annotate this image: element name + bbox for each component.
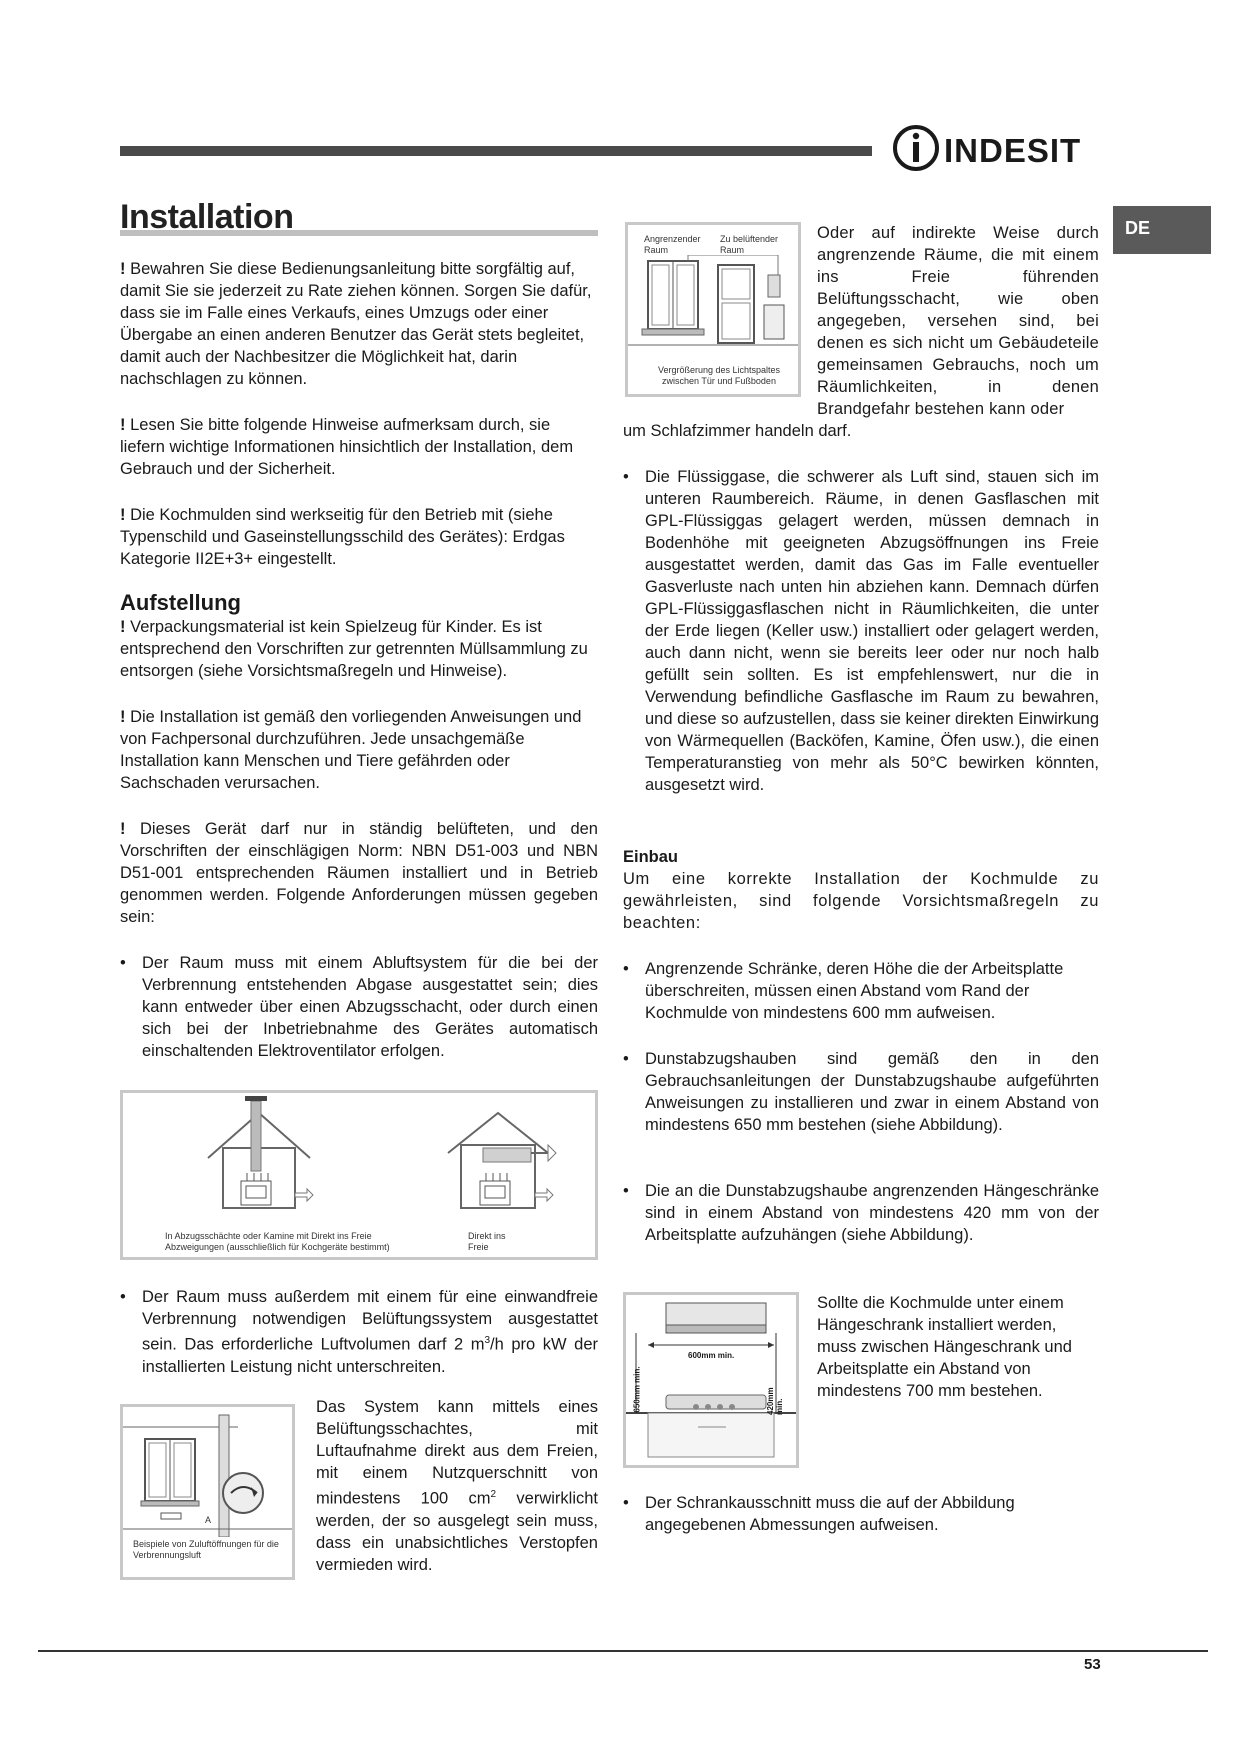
figure-caption: Direkt ins Freie bbox=[468, 1231, 506, 1252]
einbau-intro: Um eine korrekte Installation der Kochmulde zu gewährleisten, sind folgende Vorsichtsmaßregeln zu beachten: bbox=[623, 870, 1099, 932]
notice-paragraph bbox=[120, 414, 598, 480]
warning-mark: ! bbox=[120, 416, 126, 434]
cabinet-distance-text: Angrenzende Schränke, deren Höhe die der Arbeitsplatte überschreiten, müssen einen Abstand vom Rand der Kochmulde von mindestens 600 mm aufweisen. bbox=[645, 960, 1064, 1022]
page-title: Installation bbox=[120, 198, 294, 236]
vent-shaft-text-end: verwirklicht werden, der so ausgelegt sein muss, dass ein unabsichtliches Verstopfen vermieden wird. bbox=[316, 1489, 598, 1574]
gas-category-paragraph bbox=[120, 504, 598, 570]
header-rule bbox=[120, 146, 872, 156]
exhaust-figure bbox=[120, 1090, 598, 1260]
gas-category-text: Die Kochmulden sind werkseitig für den Betrieb mit (siehe Typenschild und Gaseinstellungsschild des Gerätes): Erdgas Kategorie II2E+3+ eingestellt. bbox=[120, 506, 565, 568]
vent-shaft-text: Das System kann mittels eines Belüftungsschachtes, mit Luftaufnahme direkt aus dem Freien, mit einem Nutzquerschnitt von mindestens 100 cm bbox=[316, 1398, 598, 1508]
footer-rule bbox=[38, 1650, 1208, 1652]
installation-paragraph bbox=[120, 706, 598, 794]
indirect-ventilation-end: um Schlafzimmer handeln darf. bbox=[623, 422, 852, 440]
air-volume-text-main: Der Raum muss außerdem mit einem für eine einwandfreie Verbrennung notwendigen Belüftungssystem ausgestattet sein. Das erforderliche Luftvolumen darf 2 m bbox=[142, 1288, 598, 1354]
language-tab-label: DE bbox=[1125, 218, 1151, 238]
intro-text: Bewahren Sie diese Bedienungsanleitung bitte sorgfältig auf, damit Sie sie jederzeit zu Rate ziehen können. Sorgen Sie dafür, dass sie im Falle eines Verkaufs, eines Umzugs oder einer Übergabe an einen anderen Benutzer das Gerät stets begleitet, damit auch der Nachbesitzer die Möglichkeit hat, darin nachschlagen zu können. bbox=[120, 260, 592, 388]
figure-label: Angrenzender Raum bbox=[644, 234, 701, 255]
list-item bbox=[120, 1286, 598, 1376]
bullet-marker: • bbox=[120, 954, 126, 972]
list-item bbox=[623, 1492, 1099, 1542]
warning-mark: ! bbox=[120, 506, 126, 524]
houses-illustration bbox=[123, 1093, 595, 1213]
cutout-text: Der Schrankausschnitt muss die auf der Abbildung angegebenen Abmessungen aufweisen. bbox=[645, 1494, 1015, 1534]
dimension-label: 420mm min. bbox=[766, 1387, 784, 1415]
einbau-heading: Einbau bbox=[623, 848, 679, 866]
aufstellung-heading: Aufstellung bbox=[120, 590, 241, 615]
list-item bbox=[623, 1180, 1099, 1270]
figure-caption: Beispiele von Zuluftöffnungen für die Verbrennungsluft bbox=[133, 1539, 279, 1560]
lpg-warning-text: Die Flüssiggase, die schwerer als Luft sind, stauen sich im unteren Raumbereich. Räume, in denen Gasflaschen mit GPL-Flüssiggas gelagert werden, müssen demnach in Bodenhöhe mit geeigneten Abzugsöffnungen ins Freie ausgestattet werden, damit das Gas im Falle eventueller Gasverluste nach unten hin abziehen kann. Demnach dürfen GPL-Flüssiggasflaschen nicht in Räumlichkeiten, die unter der Erde liegen (Keller usw.) installiert oder gelagert werden, auch dann nicht, wenn sie bereits leer oder nur noch halb gefüllt sein sollten. Es ist empfehlenswert, nur die in Verwendung befindliche Gasflasche im Raum zu bewahren, und diese so aufzustellen, dass sie keiner direkten Einwirkung von Wärmequellen (Backöfen, Kamine, Öfen usw.), die einen Temperaturanstieg von mehr als 50°C bewirken könnten, ausgesetzt wird. bbox=[645, 468, 1100, 794]
warning-mark: ! bbox=[120, 708, 126, 726]
page-number: 53 bbox=[1084, 1656, 1101, 1673]
cabinet-distance-figure bbox=[623, 1292, 799, 1468]
warning-mark: ! bbox=[120, 260, 126, 278]
brand-logo bbox=[888, 118, 1113, 174]
figure-caption: Vergrößerung des Lichtspaltes zwischen Tür und Fußboden bbox=[657, 365, 781, 386]
packaging-paragraph bbox=[120, 616, 598, 682]
notice-text: Lesen Sie bitte folgende Hinweise aufmerksam durch, sie liefern wichtige Informationen hinsichtlich der Installation, dem Gebrauch und der Sicherheit. bbox=[120, 416, 574, 478]
warning-mark: ! bbox=[120, 820, 126, 838]
bullet-marker: • bbox=[623, 1494, 629, 1512]
list-item bbox=[120, 952, 598, 1062]
warning-mark: ! bbox=[120, 618, 126, 636]
ventilation-paragraph bbox=[120, 818, 598, 928]
svg-text:INDESIT: INDESIT bbox=[944, 132, 1082, 169]
indirect-ventilation-paragraph: Oder auf indirekte Weise durch angrenzende Räume, die mit einem ins Freie führenden Belüftungsschacht, wie oben angegeben, versehen sind, bei denen es sich nicht um Gebäudeteile gemeinsamen Gebrauchs, noch um Räumlichkeiten, in denen Brandgefahr bestehen kann oder bbox=[817, 224, 1099, 418]
figure-caption: In Abzugsschächte oder Kamine mit Direkt ins Freie Abzweigungen (ausschließlich für Kochgeräte bestimmt) bbox=[165, 1231, 390, 1252]
superscript: 2 bbox=[490, 1489, 497, 1500]
air-volume-text-end: /h pro kW der installierten Leistung nicht unterschreiten. bbox=[142, 1335, 598, 1376]
dimension-label: 600mm min. bbox=[688, 1351, 735, 1360]
bullet-marker: • bbox=[623, 960, 629, 978]
wall-cabinet-paragraph: Sollte die Kochmulde unter einem Hängeschrank installiert werden, muss zwischen Hängeschrank und Arbeitsplatte ein Abstand von mindestens 700 mm bestehen. bbox=[817, 1294, 1072, 1400]
packaging-text: Verpackungsmaterial ist kein Spielzeug für Kinder. Es ist entsprechend den Vorschriften zur getrennten Müllsammlung zu entsorgen (siehe Vorsichtsmaßregeln und Hinweise). bbox=[120, 618, 588, 680]
hood-distance-text: Dunstabzugshauben sind gemäß den in den Gebrauchsanleitungen der Dunstabzugshaube aufgeführten Anweisungen zu installieren und zwar in einem Abstand von mindestens 650 mm bestehen (siehe Abbildung). bbox=[645, 1050, 1099, 1134]
list-item bbox=[623, 958, 1099, 1028]
bullet-marker: • bbox=[623, 1182, 629, 1200]
vent-shaft-paragraph bbox=[316, 1396, 598, 1576]
bullet-marker: • bbox=[623, 1050, 629, 1068]
figure-label: A bbox=[205, 1515, 212, 1525]
dimension-label: 650mm min. bbox=[632, 1366, 642, 1413]
intro-paragraph bbox=[120, 258, 598, 390]
language-tab[interactable] bbox=[1113, 206, 1211, 254]
installation-text: Die Installation ist gemäß den vorliegenden Anweisungen und von Fachpersonal durchzuführen. Jede unsachgemäße Installation kann Menschen und Tiere gefährden oder Sachschaden verursachen. bbox=[120, 708, 582, 792]
list-item bbox=[623, 1048, 1099, 1160]
list-item bbox=[623, 466, 1099, 826]
adjacent-room-illustration bbox=[628, 255, 798, 365]
bullet-marker: • bbox=[120, 1288, 126, 1306]
air-volume-text bbox=[142, 1286, 598, 1378]
adjacent-room-figure bbox=[625, 222, 801, 397]
bullet-marker: • bbox=[623, 468, 629, 486]
ventilation-text: Dieses Gerät darf nur in ständig belüfteten, und den Vorschriften der einschlägigen Norm: NBN D51-003 und NBN D51-001 entsprechenden Räumen installiert und in Betrieb genommen werden. Folgende Anforderungen müssen gegeben sein: bbox=[120, 820, 598, 926]
wall-cabinet-text: Die an die Dunstabzugshaube angrenzenden Hängeschränke sind in einem Abstand von mindestens 420 mm von der Arbeitsplatte aufzuhängen (siehe Abbildung). bbox=[645, 1182, 1099, 1244]
exhaust-requirement-text: Der Raum muss mit einem Abluftsystem für die bei der Verbrennung entstehenden Abgase ausgestattet sein; dies kann entweder über einen Abzugsschacht, oder durch einen sich bei der Inbetriebnahme des Gerätes automatisch einschaltenden Elektroventilator erfolgen. bbox=[142, 954, 598, 1060]
air-inlet-figure bbox=[120, 1404, 295, 1580]
figure-label: Zu belüftender Raum bbox=[720, 234, 779, 255]
superscript: 3 bbox=[484, 1335, 491, 1346]
